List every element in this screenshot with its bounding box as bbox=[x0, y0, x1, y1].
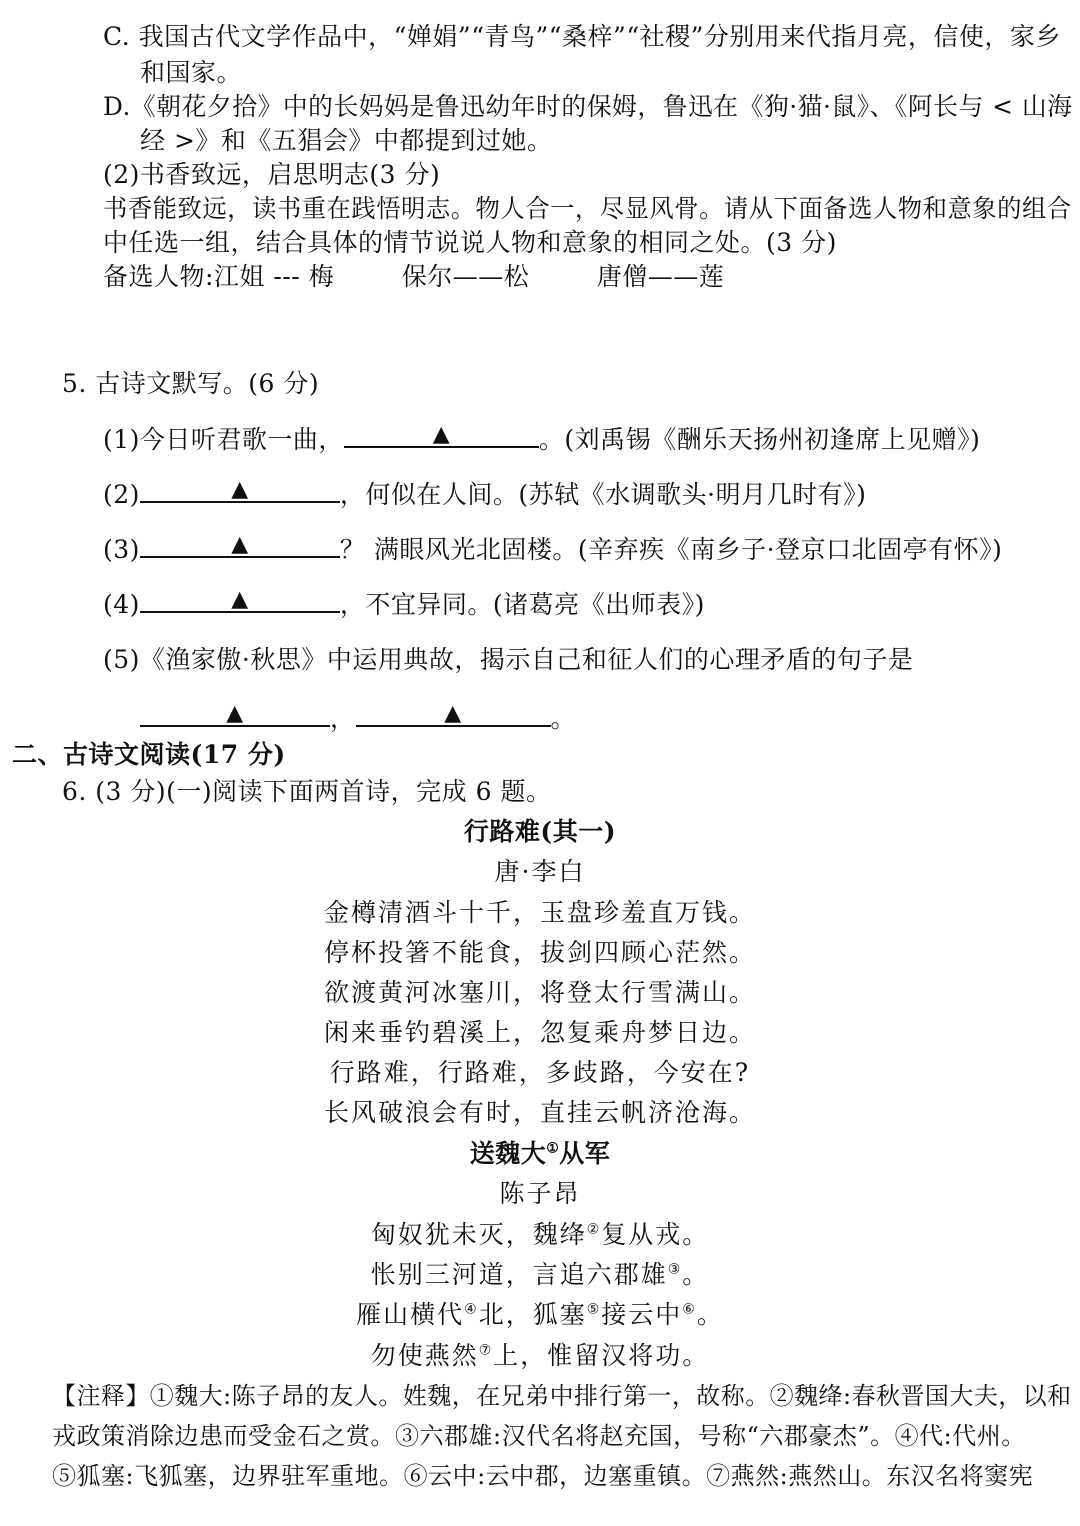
poem-text: 。 bbox=[682, 1260, 710, 1289]
item-4-suffix: ，不宜异同。(诸葛亮《出师表》) bbox=[339, 590, 705, 619]
poem-1-line: 金樽清酒斗十千，玉盘珍羞直万钱。 bbox=[323, 898, 756, 927]
footnote-marker: ① bbox=[546, 1140, 560, 1157]
footnote-marker: ⑦ bbox=[478, 1342, 494, 1359]
option-c-line1: C. 我国古代文学作品中，“婵娟”“青鸟”“桑梓”“社稷”分别用来代指月亮，信使，家乡 bbox=[103, 22, 1061, 51]
answer-blank-5a[interactable] bbox=[140, 703, 330, 727]
poem-text: 北，狐塞 bbox=[478, 1300, 587, 1329]
blank-marker: ▲ bbox=[226, 701, 244, 726]
option-d-line2: 经 >》和《五猖会》中都提到过她。 bbox=[140, 126, 553, 155]
annotation-line2: 戎政策消除边患而受金石之赏。③六郡雄:汉代名将赵充国，号称“六郡豪杰”。④代:代州。 bbox=[52, 1422, 1026, 1450]
question-5-title: 5. 古诗文默写。(6 分) bbox=[62, 369, 320, 398]
poem-text: 复从戎。 bbox=[601, 1220, 710, 1249]
question-5-item-4 bbox=[103, 589, 705, 620]
poem-2-line bbox=[0, 1260, 1080, 1290]
poem-text: 匈奴犹未灭，魏绛 bbox=[370, 1220, 587, 1249]
answer-separator: ， bbox=[330, 704, 356, 733]
poem-1-line: 行路难，行路难，多歧路，今安在? bbox=[329, 1058, 751, 1087]
footnote-marker: ② bbox=[586, 1221, 602, 1238]
footnote-marker: ④ bbox=[464, 1301, 479, 1318]
item-2-prefix: (2) bbox=[103, 480, 140, 509]
poem-1-line: 长风破浪会有时，直挂云帆济沧海。 bbox=[323, 1098, 756, 1127]
answer-blank-1[interactable] bbox=[344, 424, 539, 448]
question-5-item-2 bbox=[103, 479, 866, 510]
poem-1-title: 行路难(其一) bbox=[463, 817, 617, 846]
poem-text: 勿使燕然 bbox=[370, 1341, 479, 1370]
blank-marker: ▲ bbox=[432, 422, 451, 447]
poem-2-author: 陈子昂 bbox=[499, 1179, 581, 1208]
option-c-line2: 和国家。 bbox=[140, 58, 243, 87]
answer-blank-3[interactable] bbox=[140, 534, 340, 558]
poem-2-line bbox=[0, 1220, 1080, 1250]
question-2-choices: 备选人物:江姐 --- 梅 保尔——松 唐僧——莲 bbox=[103, 262, 725, 291]
question-5-item-5: (5)《渔家傲·秋思》中运用典故，揭示自己和征人们的心理矛盾的句子是 bbox=[103, 645, 914, 674]
poem-2-title-part: 送魏大 bbox=[469, 1139, 547, 1168]
poem-text: 接云中 bbox=[601, 1300, 683, 1329]
poem-1-line: 闲来垂钓碧溪上，忽复乘舟梦日边。 bbox=[323, 1018, 756, 1047]
poem-2-line bbox=[0, 1300, 1080, 1330]
item-3-suffix: ？ 满眼风光北固楼。(辛弃疾《南乡子·登京口北固亭有怀》) bbox=[339, 535, 1003, 564]
answer-blank-4[interactable] bbox=[140, 589, 340, 613]
blank-marker: ▲ bbox=[231, 532, 249, 557]
answer-blank-2[interactable] bbox=[140, 479, 340, 503]
annotation-line1: 【注释】①魏大:陈子昂的友人。姓魏，在兄弟中排行第一，故称。②魏绛:春秋晋国大夫，以和 bbox=[52, 1382, 1072, 1410]
question-2-body-line1: 书香能致远，读书重在践悟明志。物人合一，尽显风骨。请从下面备选人物和意象的组合 bbox=[103, 194, 1072, 223]
question-2-title: (2)书香致远，启思明志(3 分) bbox=[103, 160, 441, 189]
poem-1-author: 唐·李白 bbox=[494, 857, 586, 886]
question-5-item-5-answer bbox=[140, 703, 576, 734]
poem-2-line bbox=[0, 1341, 1080, 1371]
answer-end: 。 bbox=[550, 704, 577, 733]
poem-text: 。 bbox=[696, 1300, 724, 1329]
question-5-item-1 bbox=[103, 424, 980, 455]
answer-blank-5b[interactable] bbox=[356, 703, 551, 727]
footnote-marker: ③ bbox=[667, 1261, 683, 1278]
item-4-prefix: (4) bbox=[103, 590, 140, 619]
poem-1-line: 停杯投箸不能食，拔剑四顾心茫然。 bbox=[323, 938, 756, 967]
item-2-suffix: ，何似在人间。(苏轼《水调歌头·明月几时有》) bbox=[339, 480, 867, 509]
poem-text: 雁山横代 bbox=[356, 1300, 465, 1329]
poem-text: 怅别三河道，言追六郡雄 bbox=[370, 1260, 668, 1289]
poem-text: 上，惟留汉将功。 bbox=[493, 1341, 710, 1370]
question-2-body-line2: 中任选一组，结合具体的情节说说人物和意象的相同之处。(3 分) bbox=[103, 228, 837, 257]
footnote-marker: ⑤ bbox=[586, 1301, 602, 1318]
item-1-suffix: 。(刘禹锡《酬乐天扬州初逢席上见赠》) bbox=[538, 425, 981, 454]
blank-marker: ▲ bbox=[231, 477, 249, 502]
blank-marker: ▲ bbox=[231, 587, 249, 612]
footnote-marker: ⑥ bbox=[682, 1301, 697, 1318]
blank-marker: ▲ bbox=[444, 701, 462, 726]
section-2-heading: 二、古诗文阅读(17 分) bbox=[12, 740, 286, 769]
poem-2-title-part: 从军 bbox=[559, 1139, 611, 1168]
option-d-line1: D.《朝花夕拾》中的长妈妈是鲁迅幼年时的保姆，鲁迅在《狗·猫·鼠》、《阿长与 < 山海 bbox=[103, 92, 1073, 121]
question-6-title: 6. (3 分)(一)阅读下面两首诗，完成 6 题。 bbox=[62, 777, 552, 806]
item-1-prefix: (1)今日听君歌一曲， bbox=[103, 425, 344, 454]
annotation-line3: ⑤狐塞:飞狐塞，边界驻军重地。⑥云中:云中郡，边塞重镇。⑦燕然:燕然山。东汉名将窦宪 bbox=[52, 1462, 1034, 1490]
poem-2-title bbox=[0, 1139, 1080, 1169]
question-5-item-3 bbox=[103, 534, 1002, 565]
item-3-prefix: (3) bbox=[103, 535, 140, 564]
poem-1-line: 欲渡黄河冰塞川，将登太行雪满山。 bbox=[323, 978, 756, 1007]
